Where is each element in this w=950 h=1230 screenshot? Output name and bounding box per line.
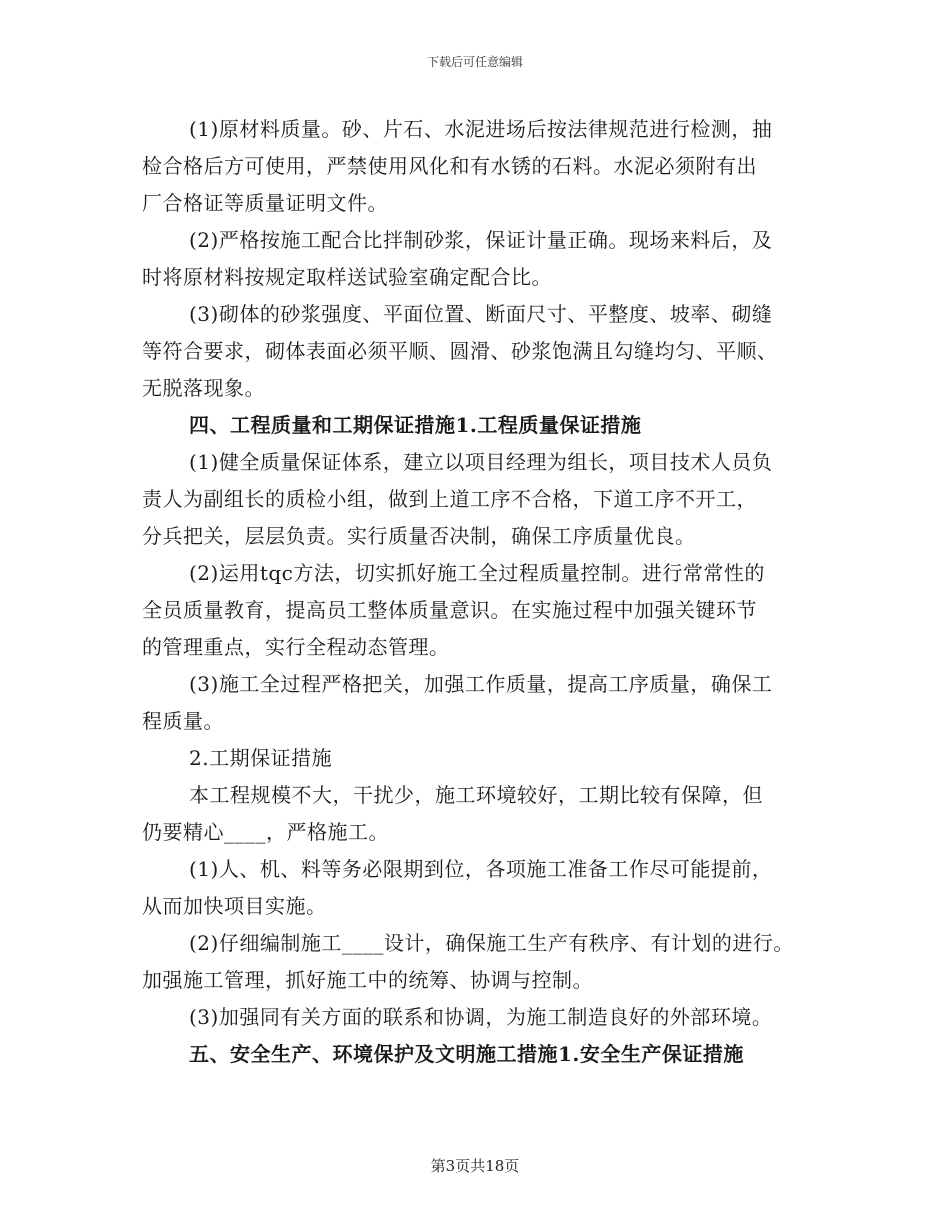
paragraph-line: 本工程规模不大，干扰少，施工环境较好，工期比较有保障，但 — [189, 783, 763, 807]
paragraph-line: (1)原材料质量。砂、片石、水泥进场后按法律规范进行检测，抽 — [189, 117, 773, 141]
paragraph-line: (3)施工全过程严格把关，加强工作质量，提高工序质量，确保工 — [189, 672, 773, 696]
paragraph-line: 检合格后方可使用，严禁使用风化和有水锈的石料。水泥必须附有出 — [142, 154, 757, 178]
paragraph-line: 全员质量教育，提高员工整体质量意识。在实施过程中加强关键环节 — [142, 598, 757, 622]
paragraph-line: 厂合格证等质量证明文件。 — [142, 191, 388, 215]
paragraph-line: 的管理重点，实行全程动态管理。 — [142, 635, 450, 659]
paragraph-line: (2)仔细编制施工____设计，确保施工生产有秩序、有计划的进行。 — [189, 931, 794, 955]
paragraph-line: (3)加强同有关方面的联系和协调，为施工制造良好的外部环境。 — [189, 1005, 773, 1029]
page-header: 下载后可任意编辑 — [426, 55, 523, 69]
paragraph-line: 责人为副组长的质检小组，做到上道工序不合格，下道工序不开工， — [142, 487, 757, 511]
paragraph-line: 仍要精心____，严格施工。 — [142, 820, 389, 844]
paragraph-line: (2)运用tqc方法，切实抓好施工全过程质量控制。进行常常性的 — [189, 561, 765, 585]
paragraph-line: (1)健全质量保证体系，建立以项目经理为组长，项目技术人员负 — [189, 450, 773, 474]
section-heading: 五、安全生产、环境保护及文明施工措施1.安全生产保证措施 — [189, 1042, 744, 1066]
page-footer: 第3页共18页 — [430, 1157, 520, 1175]
paragraph-line: (1)人、机、料等务必限期到位，各项施工准备工作尽可能提前， — [189, 857, 773, 881]
document-body — [142, 111, 822, 1073]
paragraph-line: (3)砌体的砂浆强度、平面位置、断面尺寸、平整度、坡率、砌缝 — [189, 302, 773, 326]
paragraph-line: 程质量。 — [142, 709, 224, 733]
paragraph-line: (2)严格按施工配合比拌制砂浆，保证计量正确。现场来料后，及 — [189, 228, 773, 252]
section-heading: 四、工程质量和工期保证措施1.工程质量保证措施 — [189, 413, 642, 437]
paragraph-line: 2.工期保证措施 — [189, 746, 333, 770]
paragraph-line: 等符合要求，砌体表面必须平顺、圆滑、砂浆饱满且勾缝均匀、平顺、 — [142, 339, 778, 363]
paragraph-line: 时将原材料按规定取样送试验室确定配合比。 — [142, 265, 552, 289]
paragraph-line: 加强施工管理，抓好施工中的统筹、协调与控制。 — [142, 968, 593, 992]
paragraph-line: 从而加快项目实施。 — [142, 894, 327, 918]
paragraph-line: 分兵把关，层层负责。实行质量否决制，确保工序质量优良。 — [142, 524, 696, 548]
paragraph-line: 无脱落现象。 — [142, 376, 265, 400]
